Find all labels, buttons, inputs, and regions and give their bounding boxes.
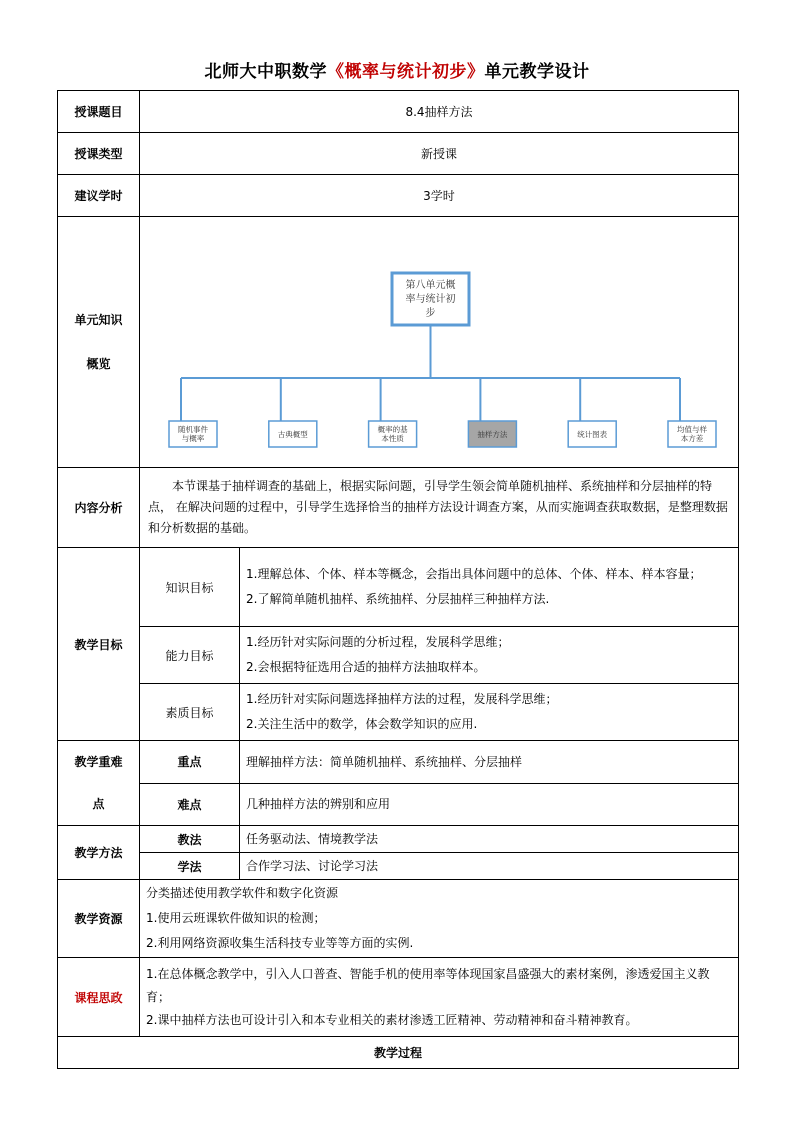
- knowledge-goal-label: 知识目标: [140, 548, 240, 627]
- resources-items: [140, 880, 739, 958]
- difficult-point-value: 几种抽样方法的辨别和应用: [240, 783, 739, 826]
- ability-goal-items: [240, 627, 739, 684]
- title-suffix: 单元教学设计: [484, 62, 590, 82]
- learn-method-label: 学法: [140, 853, 240, 880]
- type-value: 新授课: [140, 133, 739, 175]
- process-heading: 教学过程: [58, 1037, 739, 1069]
- overview-label: [58, 217, 140, 468]
- quality-goal-label: 素质目标: [140, 684, 240, 741]
- knowledge-goal-item: 1.理解总体、个体、样本等概念，会指出具体问题中的总体、个体、样本、样本容量；: [246, 567, 702, 581]
- resources-item: 1.使用云班课软件做知识的检测；: [146, 911, 326, 925]
- keypoints-label: [58, 741, 140, 826]
- analysis-label: 内容分析: [58, 468, 140, 548]
- knowledge-goal-items: [240, 548, 739, 627]
- child-node-label: [677, 424, 707, 443]
- quality-goal-item: 2.关注生活中的数学，体会数学知识的应用.: [246, 717, 478, 731]
- root-node-label-line: 第八单元概: [405, 280, 456, 291]
- ideology-label: 课程思政: [58, 958, 140, 1037]
- child-node-label-line: 本性质: [381, 434, 404, 443]
- key-point-label: 重点: [140, 741, 240, 784]
- overview-label-line1: 单元知识: [74, 313, 123, 327]
- topic-label: 授课题目: [58, 91, 140, 133]
- row-key-point: [58, 741, 739, 784]
- page-title: [0, 57, 794, 82]
- child-node-label-line: 均值与样: [677, 425, 707, 434]
- analysis-text: 本节课基于抽样调查的基础上，根据实际问题，引导学生领会简单随机抽样、系统抽样和分层抽样的特点， 在解决问题的过程中，引导学生选择恰当的抽样方法设计调查方案，从而实施调查获取数据，是整理数据和分析数据的基础。: [140, 468, 739, 548]
- row-goal-knowledge: [58, 548, 739, 627]
- difficult-point-label: 难点: [140, 783, 240, 826]
- resources-item: 分类描述使用教学软件和数字化资源: [146, 886, 339, 900]
- child-node-label-line: 古典概型: [277, 430, 308, 439]
- child-node-label-line: 本方差: [680, 434, 704, 443]
- child-node-label-line: 抽样方法: [477, 430, 508, 439]
- hours-label: 建议学时: [58, 175, 140, 217]
- methods-label: 教学方法: [58, 826, 140, 880]
- ideology-item: 1.在总体概念教学中，引入人口普查、智能手机的使用率等体现国家昌盛强大的素材案例，渗透爱国主义教育；: [146, 966, 710, 1004]
- row-teach-method: [58, 826, 739, 853]
- row-goal-ability: [58, 627, 739, 684]
- child-node-label-line: 随机事件: [178, 425, 208, 434]
- row-topic: [58, 91, 739, 133]
- keypoints-label-line1: 教学重难: [74, 755, 123, 769]
- child-node-label: [577, 429, 607, 439]
- overview-diagram-cell: [140, 217, 739, 468]
- title-highlight: 《概率与统计初步》: [327, 62, 485, 82]
- child-node-label: [378, 424, 408, 443]
- row-goal-quality: [58, 684, 739, 741]
- resources-label: 教学资源: [58, 880, 140, 958]
- quality-goal-items: [240, 684, 739, 741]
- row-ideology: [58, 958, 739, 1037]
- row-difficult-point: [58, 783, 739, 826]
- resources-item: 2.利用网络资源收集生活科技专业等等方面的实例.: [146, 936, 414, 950]
- child-node-label-line: 概率的基: [377, 425, 408, 434]
- ideology-item: 2.课中抽样方法也可设计引入和本专业相关的素材渗透工匠精神、劳动精神和奋斗精神教育。: [146, 1012, 638, 1027]
- ability-goal-item: 1.经历针对实际问题的分析过程，发展科学思维；: [246, 635, 510, 649]
- quality-goal-item: 1.经历针对实际问题选择抽样方法的过程，发展科学思维；: [246, 692, 558, 706]
- row-analysis: [58, 468, 739, 548]
- row-learn-method: [58, 853, 739, 880]
- lesson-plan-table: [57, 90, 739, 1069]
- ideology-items: [140, 958, 739, 1037]
- overview-label-line2: 概览: [86, 357, 111, 371]
- row-process: [58, 1037, 739, 1069]
- child-node-label-line: 与概率: [181, 434, 205, 443]
- hours-value: 3学时: [140, 175, 739, 217]
- topic-value: 8.4抽样方法: [140, 91, 739, 133]
- row-overview: [58, 217, 739, 468]
- teach-method-label: 教法: [140, 826, 240, 853]
- learn-method-value: 合作学习法、讨论学习法: [240, 853, 739, 880]
- root-node-label-line: 步: [425, 308, 436, 319]
- root-node-label-line: 率与统计初: [405, 294, 456, 305]
- child-node-label: [477, 429, 507, 439]
- child-node-label: [178, 424, 208, 443]
- type-label: 授课类型: [58, 133, 140, 175]
- row-type: [58, 133, 739, 175]
- row-hours: [58, 175, 739, 217]
- child-node-label-line: 统计图表: [577, 430, 608, 439]
- title-prefix: 北师大中职数学: [204, 62, 327, 82]
- ability-goal-item: 2.会根据特征选用合适的抽样方法抽取样本。: [246, 660, 486, 674]
- teach-method-value: 任务驱动法、情境教学法: [240, 826, 739, 853]
- knowledge-tree-diagram: [140, 218, 739, 466]
- ability-goal-label: 能力目标: [140, 627, 240, 684]
- key-point-value: 理解抽样方法：简单随机抽样、系统抽样、分层抽样: [240, 741, 739, 784]
- goals-label: 教学目标: [58, 548, 140, 741]
- child-nodes: [169, 378, 716, 447]
- child-node-label: [278, 429, 308, 439]
- knowledge-goal-item: 2.了解简单随机抽样、系统抽样、分层抽样三种抽样方法.: [246, 592, 550, 606]
- keypoints-label-line2: 点: [92, 797, 105, 811]
- row-resources: [58, 880, 739, 958]
